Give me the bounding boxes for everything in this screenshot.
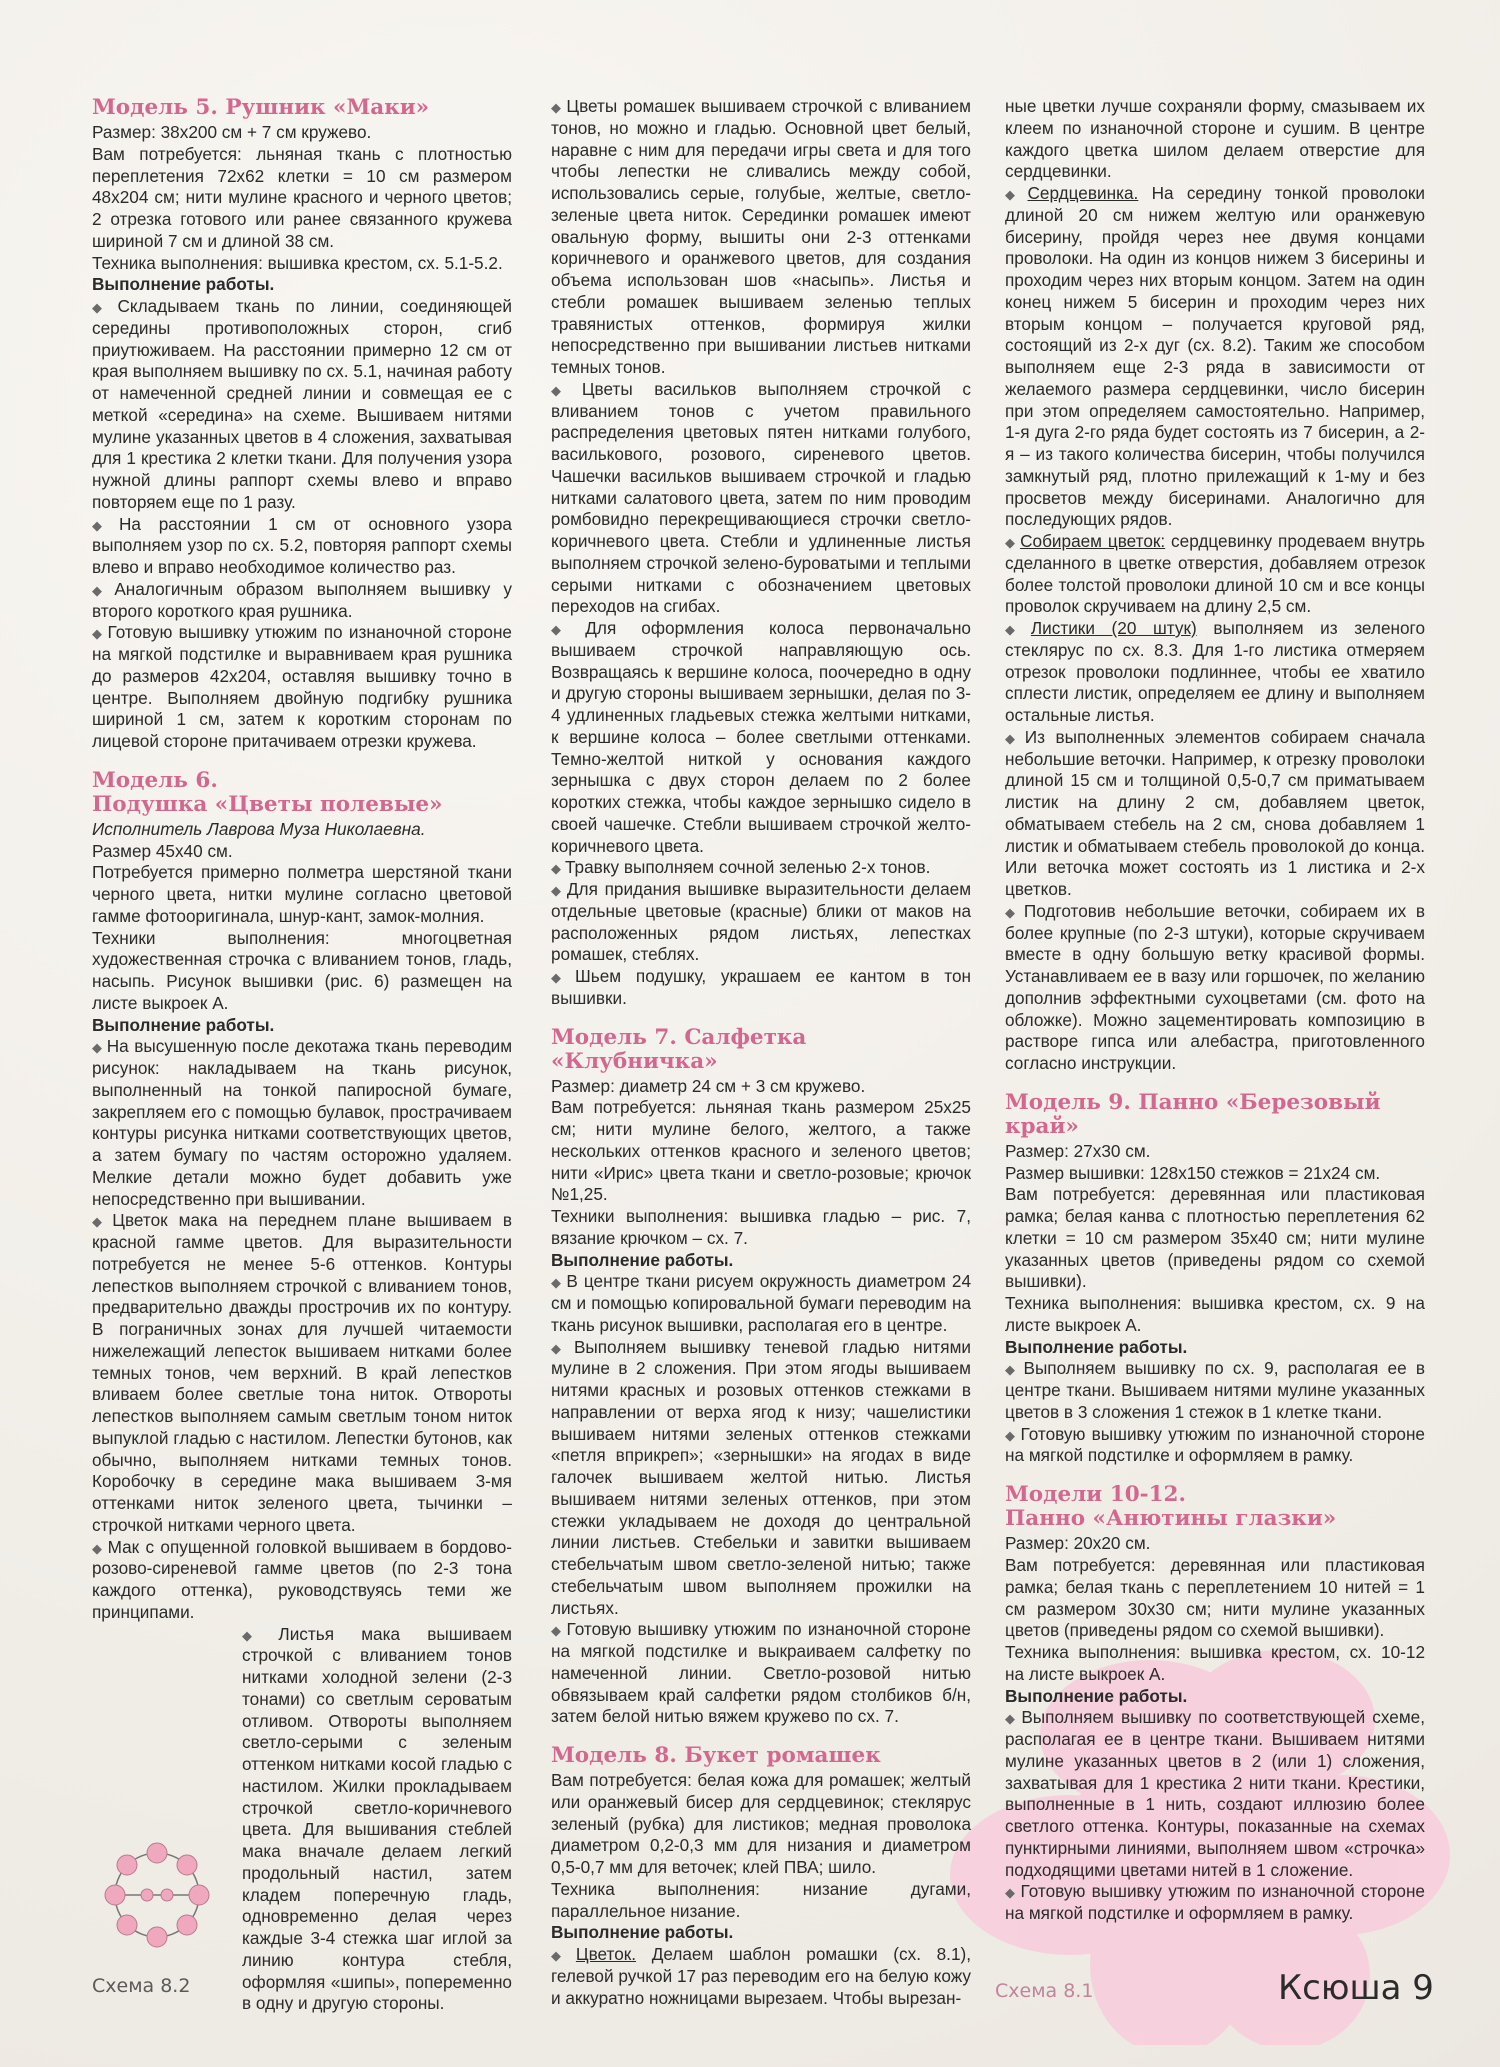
diamond-bullet-icon: ◆ — [242, 1627, 275, 1643]
model9-materials: Вам потребуется: деревянная или пластиковая рамка; белая канва с плотностью переплетения 62 клетки = 10 см размером 35x40 см; нити мулине указанных цветов (приведены рядом со схемой вышивки). — [1005, 1184, 1425, 1292]
column-left — [92, 96, 512, 2015]
model8-step-flower: ◆ Цветок. Делаем шаблон ромашки (сх. 8.1), гелевой ручкой 17 раз переводим его на белую кожу и аккуратно ножницами вырезаем. Чтобы вырезан- — [551, 1944, 972, 2008]
model6-daisies-step: ◆ Цветы ромашек вышиваем строчкой с вливанием тонов, но можно и гладью. Основной цвет белый, наравне с ним для передачи игры света и для того чтобы лепестки не сливались между собой, использовались серые, голубые, желтые, светло-зеленые цвета ниток. Серединки ромашек имеют овальную форму, вышиты они 2-3 оттенками коричневого и оранжевого цветов, для создания объема использован шов «насыпь». Листья и стебли ромашек вышиваем зеленью теплых травянистых оттенков, формируя жилки непосредственно при вышивании листьев нитками темных тонов. — [551, 96, 972, 377]
model6-author: Исполнитель Лаврова Муза Николаевна. — [92, 818, 426, 839]
model9-size: Размер: 27x30 см. — [1005, 1140, 1151, 1161]
model6-cornflower-step: ◆ Цветы васильков выполняем строчкой с вливанием тонов с учетом правильного распределения цветовых пятен нитками голубого, василькового, розового, сиреневого цветов. Чашечки васильков вышиваем строчкой и гладью нитками салатового цвета, затем по ним проводим ромбовидно перекрещивающиеся строчки светло-коричневого цвета. Стебли и удлиненные листья выполняем строчкой зелено-буроватыми и теплыми серыми нитками с обозначением цветовых переходов на сгибах. — [551, 378, 971, 617]
diamond-bullet-icon: ◆ — [92, 1214, 109, 1230]
model5-step-3: ◆ Аналогичным образом выполняем вышивку у второго короткого края рушника. — [92, 578, 512, 621]
model9-embroidery-size: Размер вышивки: 128x150 стежков = 21x24 см. — [1005, 1162, 1381, 1183]
model8-flower-continued: ные цветки лучше сохраняли форму, смазываем их клеем по изнаночной стороне и сушим. В центре каждого цветка шилом делаем отверстие для сердцевинки. — [1005, 96, 1425, 182]
model7-step-2: ◆ Выполняем вышивку теневой гладью нитями мулине в 2 сложения. При этом ягоды вышиваем нитями красных и розовых оттенков стежками в направлении от верха ягод к низу; чашелистики вышиваем нитями зеленых оттенков стежками «петля вприкреп»; «зернышки» на ягодах в виде галочек вышиваем желтой нитью. Листья вышиваем нитями зеленых оттенков, при этом стежки укладываем не доходя до центральной линии листьев. Стебельки и завитки вышиваем стебельчатым швом светло-зеленой нитью; также стебельчатым швом выполняем прожилки на листьях. — [551, 1336, 971, 1618]
model6-technique: Техники выполнения: многоцветная художественная строчка с вливанием тонов, гладь, насыпь. Рисунок вышивки (рис. 6) размещен на листе выкроек А. — [92, 927, 512, 1013]
model6-step-2: ◆ Цветок мака на переднем плане вышиваем в красной гамме цветов. Для выразительности потребуется не менее 5-6 оттенков. Контуры лепестков выполняем строчкой с вливанием тонов, предварительно дважды прострочив их по контуру. В пограничных зонах для лучшей читаемости нижележащий лепесток вышиваем нитками более темных тонов, чем верхний. В край лепестков вливаем более светлые тона ниток. Отвороты лепестков выполняем самым светлым тоном ниток выпуклой гладью с настилом. Лепестки бутонов, как обычно, выполняем нитками темных тонов. Коробочку в середине мака вышиваем 3-мя оттенками ниток зеленого цвета, тычинки – строчкой нитками черного цвета. — [92, 1210, 512, 1535]
model8-materials: Вам потребуется: белая кожа для ромашек; желтый или оранжевый бисер для сердцевинок; стеклярус зеленый (рубка) для листиков; медная проволока диаметром 0,2-0,3 мм для низания и диаметром 0,5-0,7 мм для веточек; клей ПВА; шило. — [551, 1770, 971, 1878]
model6-wheat-step: ◆ Для оформления колоса первоначально вышиваем строчкой направляющую ось. Возвращаясь к вершине колоса, поочередно в одну и другую стороны вышиваем зернышки, делая по 3-4 удлиненных гладьевых стежка желтыми нитками, к вершине колоса – более светлыми оттенками. Темно-желтой ниткой у основания каждого зернышка с двух сторон делаем по 2 более коротких стежка, чтобы каждое зернышко сидело в своей чашечке. Стебли вышиваем строчкой желто-коричневого цвета. — [551, 618, 971, 856]
model10-size: Размер: 20x20 см. — [1005, 1533, 1151, 1554]
schema-8-1-caption: Схема 8.1 — [995, 1980, 1094, 2002]
model10-step-2: ◆ Готовую вышивку утюжим по изнаночной стороне на мягкой подстилке и оформляем в рамку. — [1005, 1881, 1425, 1924]
diamond-bullet-icon: ◆ — [551, 1340, 570, 1356]
model10-execution-heading: Выполнение работы. — [1005, 1685, 1188, 1706]
model9-execution-heading: Выполнение работы. — [1005, 1336, 1188, 1357]
column-right — [1005, 96, 1425, 1925]
model10-step-1: ◆ Выполняем вышивку по соответствующей схеме, располагая ее в центре ткани. Вышиваем нитями мулине указанных цветов в 2 (или 1) сложения, захватывая для 1 крестика 2 нити ткани. Крестики, выполненные в 1 нить, создают иллюзию более светлого оттенка. Контуры, показанные на схемах пунктирными линиями, выполняем швом «строчка» подходящими цветами нитей в 1 сложение. — [1005, 1707, 1425, 1880]
diamond-bullet-icon: ◆ — [1005, 1711, 1018, 1727]
column-middle — [551, 96, 971, 2009]
model8-step-leaves: ◆ Листики (20 штук) выполняем из зеленого стеклярус по сх. 8.3. Для 1-го листика отмеряем отрезок проволоки подлиннее, чтобы ее хватило сплести листик, определяем ее длину и выполняем остальные листья. — [1005, 618, 1426, 725]
model5-materials: Вам потребуется: льняная ткань с плотностью переплетения 72x62 клетки = 10 см размером 48x204 см; нити мулине красного и черного цветов; 2 отрезка готового или ранее связанного кружева шириной 7 см и длиной 38 см. — [92, 143, 512, 251]
model6-step-4: ◆ Листья мака вышиваем строчкой с вливанием тонов нитками холодной зелени (2-3 тонами) со светлым сероватым отливом. Отвороты выполняем светло-серыми с зеленым оттенком нитками косой гладью с настилом. Жилки прокладываем строчкой светло-коричневого цвета. Для вышивания стеблей мака вначале делаем легкий продольный настил, затем кладем поперечную гладь, одновременно делая через каждые 3-4 стежка шаг иглой за линию контура стебля, оформляя «шипы», попеременно в одну и другую стороны. — [242, 1623, 512, 2014]
diamond-bullet-icon: ◆ — [551, 382, 578, 398]
diamond-bullet-icon: ◆ — [1005, 1427, 1017, 1443]
model6-subtitle: Подушка «Цветы полевые» — [92, 791, 443, 817]
diamond-bullet-icon: ◆ — [1005, 187, 1024, 202]
model6-step-1: ◆ На высушенную после декотажа ткань переводим рисунок: накладываем на ткань рисунок, выполненный на тонкой папиросной бумаге, закрепляем его с помощью булавок, прострачиваем контуры рисунка нитками соответствующих цветов, а затем бумагу по частям осторожно удаляем. Мелкие детали можно будет добавить уже непосредственно при вышивании. — [92, 1036, 513, 1209]
model6-step-3: ◆ Мак с опущенной головкой вышиваем в бордово-розово-сиреневой гамме цветов (по 2-3 тона каждого оттенка), руководствуясь теми же принципами. — [92, 1536, 512, 1622]
schema-8-2-caption: Схема 8.2 — [92, 1975, 191, 1997]
model5-title: Модель 5. Рушник «Маки» — [92, 95, 430, 120]
diamond-bullet-icon: ◆ — [1005, 730, 1021, 746]
bead-ring-diagram-icon — [92, 1835, 222, 1955]
magazine-page-label: Ксюша 9 — [1278, 1968, 1434, 2008]
model9-title: Модель 9. Панно «Березовый край» — [1005, 1089, 1381, 1139]
model10-technique: Техника выполнения: вышивка крестом, сх. 10-12 на листе выкроек А. — [1005, 1642, 1425, 1684]
model6-sew-step: ◆ Шьем подушку, украшаем ее кантом в тон вышивки. — [551, 966, 971, 1008]
diamond-bullet-icon: ◆ — [1005, 1885, 1017, 1901]
diamond-bullet-icon: ◆ — [1005, 904, 1020, 920]
model5-step-2: ◆ На расстоянии 1 см от основного узора выполняем узор по сх. 5.2, повторяя раппорт схемы влево и вправо необходимое количество раз. — [92, 513, 512, 578]
model6-size: Размер 45x40 см. — [92, 840, 233, 861]
model9-step-2: ◆ Готовую вышивку утюжим по изнаночной стороне на мягкой подстилке и оформляем в рамку. — [1005, 1423, 1425, 1466]
diamond-bullet-icon: ◆ — [92, 626, 104, 642]
diamond-bullet-icon: ◆ — [551, 970, 572, 985]
model8-technique: Техника выполнения: низание дугами, параллельное низание. — [551, 1878, 971, 1921]
model8-title: Модель 8. Букет ромашек — [551, 1743, 881, 1769]
model6-materials: Потребуется примерно полметра шерстяной ткани черного цвета, нитки мулине согласно цветовой гамме фотооригинала, шнур-кант, замок-молния. — [92, 862, 512, 926]
model5-execution-heading: Выполнение работы. — [92, 274, 275, 295]
diamond-bullet-icon: ◆ — [1005, 622, 1027, 637]
model5-size: Размер: 38x200 см + 7 см кружево. — [92, 122, 372, 143]
model6-grass-step: ◆ Травку выполняем сочной зеленью 2-х тонов. — [551, 857, 931, 878]
diamond-bullet-icon: ◆ — [551, 861, 561, 877]
model7-size: Размер: диаметр 24 см + 3 см кружево. — [551, 1075, 866, 1096]
model6-execution-heading: Выполнение работы. — [92, 1014, 275, 1035]
model8-execution-heading: Выполнение работы. — [551, 1922, 734, 1943]
model9-technique: Техника выполнения: вышивка крестом, сх. 9 на листе выкроек А. — [1005, 1293, 1425, 1335]
diamond-bullet-icon: ◆ — [1005, 535, 1017, 550]
model7-title: Модель 7. Салфетка «Клубничка» — [551, 1024, 807, 1074]
model7-execution-heading: Выполнение работы. — [551, 1249, 734, 1270]
model7-step-1: ◆ В центре ткани рисуем окружность диаметром 24 см и помощью копировальной бумаги переводим на ткань рисунок вышивки, располагая его в центре. — [551, 1271, 972, 1335]
diamond-bullet-icon: ◆ — [551, 1948, 572, 1964]
diamond-bullet-icon: ◆ — [551, 1623, 563, 1639]
diamond-bullet-icon: ◆ — [92, 582, 111, 598]
model7-technique: Техники выполнения: вышивка гладью – рис. 7, вязание крючком – сх. 7. — [551, 1206, 971, 1248]
model6-title: Модель 6. — [92, 767, 218, 793]
diamond-bullet-icon: ◆ — [551, 622, 582, 637]
diamond-bullet-icon: ◆ — [92, 300, 114, 316]
model7-step-3: ◆ Готовую вышивку утюжим по изнаночной стороне на мягкой подстилке и выкраиваем салфетку по намеченной линии. Светло-розовой нитью обвязываем край салфетки рядом столбиков б/н, затем белой нитью вяжем кружево по сх. 7. — [551, 1619, 971, 1727]
diamond-bullet-icon: ◆ — [1005, 1362, 1020, 1378]
diamond-bullet-icon: ◆ — [92, 1040, 103, 1056]
diamond-bullet-icon: ◆ — [551, 883, 563, 898]
diamond-bullet-icon: ◆ — [551, 100, 563, 115]
model7-materials: Вам потребуется: льняная ткань размером 25x25 см; нити мулине белого, желтого, а также нескольких оттенков красного и зеленого цветов; нити «Ирис» цвета ткани и светло-розовые; крючок №1,25. — [551, 1097, 971, 1205]
diamond-bullet-icon: ◆ — [92, 1540, 104, 1556]
model5-step-4: ◆ Готовую вышивку утюжим по изнаночной стороне на мягкой подстилке и выравниваем края рушника до размеров 42x204, оставляя вышивку точно в центре. Выполняем двойную подгибку рушника шириной 1 см, затем к коротким сторонам по лицевой стороне притачиваем отрезки кружева. — [92, 622, 512, 752]
model5-step-1: ◆ Складываем ткань по линии, соединяющей середины противоположных сторон, сгиб приутюживаем. На расстоянии примерно 12 см от края выполняем вышивку по сх. 5.1, начиная работу от намеченной средней линии и совмещая ее с меткой «середина» на схеме. Вышиваем нитями мулине указанных цветов в 4 сложения, захватывая для 1 крестика 2 клетки ткани. Для получения узора нужной длины раппорт схемы влево и вправо повторяем еще по 1 разу. — [92, 296, 513, 512]
diamond-bullet-icon: ◆ — [551, 1275, 563, 1291]
model8-step-center: ◆ Сердцевинка. На середину тонкой проволоки длиной 20 см нижем желтую или оранжевую бисерину, пройдя через нее двумя концами проволоки. На один из концов нижем 3 бисерины и проходим через них вторым концом. Затем на один конец нижем 5 бисерин и проходим через них вторым концом – получается круговой ряд, состоящий из 2-х дуг (сх. 8.2). Таким же способом выполняем еще 2-3 ряда в зависимости от желаемого размера сердцевинки, число бисерин при этом определяем самостоятельно. Например, 1-я дуга 2-го ряда будет состоять из 7 бисерин, а 2-я – из такого количества бисерин, чтобы получился замкнутый ряд, плотно прилежащий к 1-му и без просветов между бисеринами. Аналогично для последующих рядов. — [1005, 183, 1425, 530]
model10-subtitle: Панно «Анютины глазки» — [1005, 1506, 1337, 1532]
model10-materials: Вам потребуется: деревянная или пластиковая рамка; белая ткань с переплетением 10 нитей = 1 см размером 30x30 см; нити мулине указанных цветов (приведены рядом со схемой вышивки). — [1005, 1555, 1425, 1641]
model6-highlights-step: ◆ Для придания вышивке выразительности делаем отдельные цветовые (красные) блики от маков на расположенных рядом листьях, лепестках ромашек, стеблях. — [551, 879, 972, 965]
model8-step-bouquet: ◆ Подготовив небольшие веточки, собираем их в более крупные (по 2-3 штуки), которые скручиваем вместе в одну большую ветку красивой формы. Устанавливаем ее в вазу или горшочек, по желанию дополнив эффектными сухоцветами (см. фото на обложке). Можно зацементировать композицию в растворе гипса или алебастра, приготовленного согласно инструкции. — [1005, 900, 1426, 1073]
model8-step-branches: ◆ Из выполненных элементов собираем сначала небольшие веточки. Например, к отрезку проволоки длиной 15 см и толщиной 0,5-0,7 см приматываем листик на длину 2 см, добавляем цветок, обматываем стебель на 2 см, снова добавляем 1 листик и обматываем стебель проволокой до конца. Или веточка может состоять из 1 листика и 2-х цветков. — [1005, 726, 1425, 899]
model10-title: Модели 10-12. — [1005, 1482, 1186, 1508]
model8-step-assemble: ◆ Собираем цветок: сердцевинку продеваем внутрь сделанного в цветке отверстия, добавляем отрезок более толстой проволоки длиной 10 см и все концы проволок скручиваем на длину 2,5 см. — [1005, 531, 1425, 617]
model5-technique: Техника выполнения: вышивка крестом, сх. 5.1-5.2. — [92, 252, 503, 273]
diamond-bullet-icon: ◆ — [92, 517, 115, 533]
model9-step-1: ◆ Выполняем вышивку по сх. 9, располагая ее в центре ткани. Вышиваем нитями мулине указанных цветов в 3 сложения 1 стежок в 1 клетке ткани. — [1005, 1358, 1426, 1422]
